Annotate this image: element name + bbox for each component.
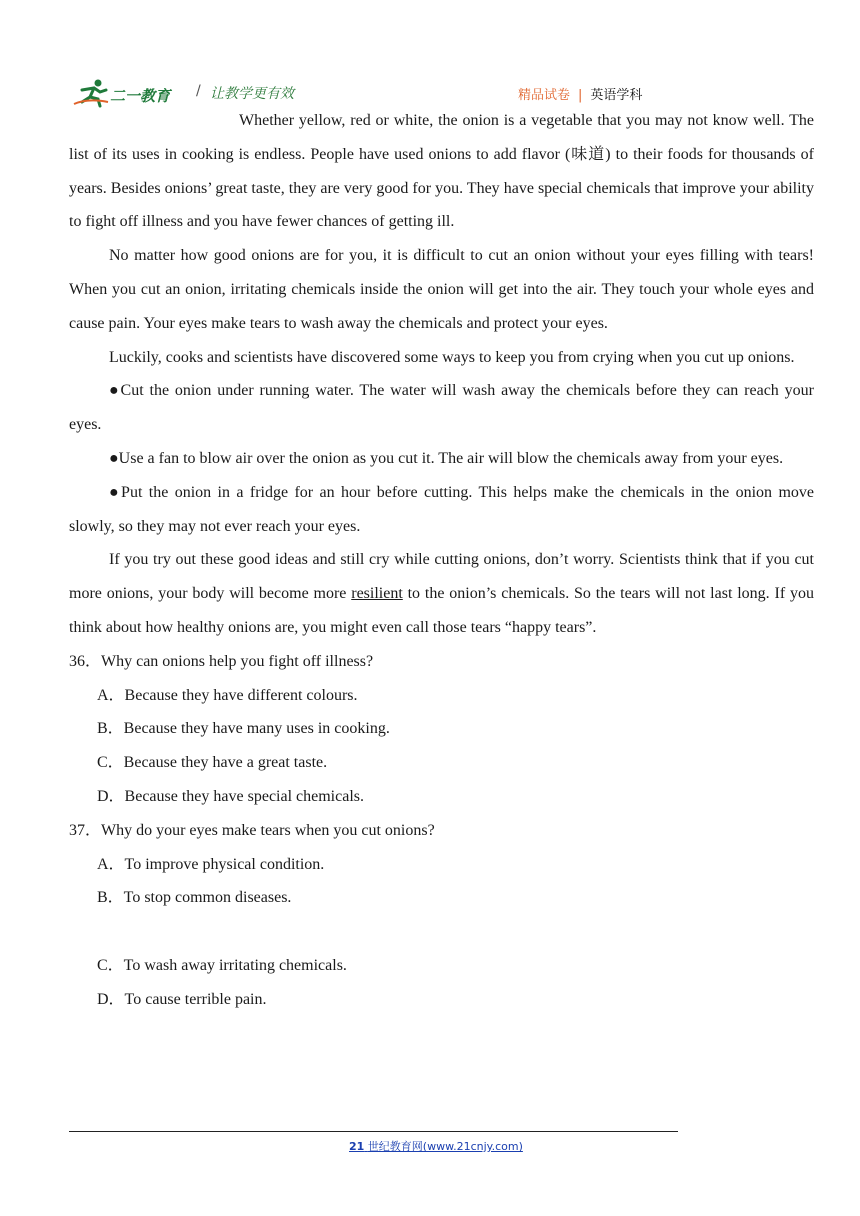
- footer-link[interactable]: [349, 1138, 523, 1154]
- footer-link-text: 世纪教育网(www.21cnjy.com): [367, 1140, 523, 1153]
- underlined-word: resilient: [351, 585, 403, 603]
- question-36-option-a: A．Because they have different colours.: [97, 686, 358, 704]
- passage-paragraph-last: [69, 543, 814, 644]
- document-body: [69, 104, 814, 1017]
- question-36-stem: 36．Why can onions help you fight off illness?: [69, 652, 374, 670]
- header-separator: |: [578, 88, 583, 103]
- passage-bullet-3: ●Put the onion in a fridge for an hour before cutting. This helps make the chemicals in the onion move slowly, so they may not ever reach your eyes.: [69, 483, 814, 535]
- question-37-stem: 37．Why do your eyes make tears when you cut onions?: [69, 821, 435, 839]
- passage-paragraph-3: Luckily, cooks and scientists have discovered some ways to keep you from crying when you cut up onions.: [109, 348, 795, 366]
- passage-paragraph-1: Whether yellow, red or white, the onion is a vegetable that you may not know well. The list of its uses in cooking is endless. People have used onions to add flavor (味道) to their foods for thousands of years. Besides onions’ great taste, they are very good for you. They have special chemicals that improve your ability to fight off illness and you have fewer chances of getting ill.: [69, 112, 814, 231]
- header-slogan: 让教学更有效: [210, 86, 294, 102]
- last-para-after: to the onion’s chemicals. So the tears will not last long. If you think about how healthy onions are, you might even call those tears “happy tears”.: [69, 585, 815, 636]
- subject-label: 英语学科: [590, 88, 643, 103]
- footer-divider: [69, 1131, 678, 1132]
- header-divider: /: [196, 83, 201, 99]
- logo-text: 二一教育: [110, 87, 171, 105]
- footer-link-num: 21: [349, 1140, 365, 1153]
- passage-paragraph-2: No matter how good onions are for you, it is difficult to cut an onion without your eyes filling with tears! When you cut an onion, irritating chemicals inside the onion will get into the air. They touch your whole eyes and cause pain. Your eyes make tears to wash away the chemicals and protect your eyes.: [69, 247, 814, 332]
- passage-bullet-2: ●Use a fan to blow air over the onion as you cut it. The air will blow the chemicals away from your eyes.: [109, 449, 784, 467]
- spacer: [69, 915, 814, 949]
- premium-label: 精品试卷: [518, 88, 571, 103]
- last-para-before: If you try out these good ideas and still cry while cutting onions, don’t worry. Scientists think that if you cut more onions, your body will become more: [69, 551, 814, 603]
- question-37-option-d: D．To cause terrible pain.: [97, 990, 267, 1008]
- question-36-option-c: C．Because they have a great taste.: [97, 754, 328, 772]
- question-37-option-a: A．To improve physical condition.: [97, 855, 325, 873]
- question-36-option-d: D．Because they have special chemicals.: [97, 787, 365, 805]
- question-37-option-c: C．To wash away irritating chemicals.: [97, 956, 347, 974]
- question-36-option-b: B．Because they have many uses in cooking.: [97, 720, 390, 738]
- passage-bullet-1: ●Cut the onion under running water. The water will wash away the chemicals before they can reach your eyes.: [69, 382, 814, 434]
- header-tags: [518, 84, 642, 103]
- question-37-option-b: B．To stop common diseases.: [97, 889, 292, 907]
